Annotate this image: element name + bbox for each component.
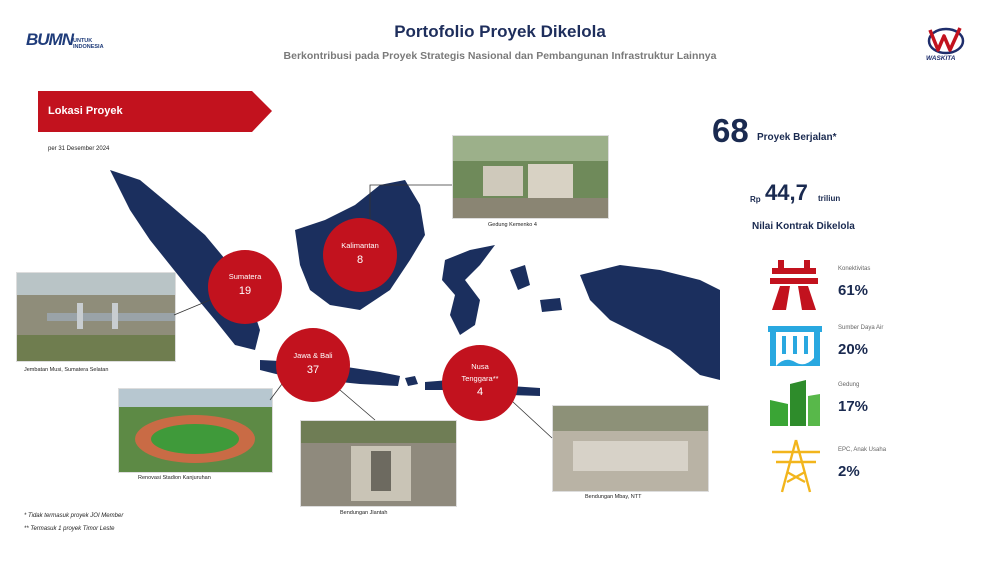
project-count-label: Proyek Berjalan* xyxy=(757,132,837,143)
page-subtitle: Berkontribusi pada Proyek Strategis Nasional dan Pembangunan Infrastruktur Lainnya xyxy=(283,50,717,62)
segment-pct-gedung: 17% xyxy=(838,398,869,415)
as-of-date: per 31 Desember 2024 xyxy=(48,146,110,152)
page-title: Portofolio Proyek Dikelola xyxy=(394,22,606,41)
region-count-sumatera: 19 xyxy=(238,285,252,297)
bumn-logo-tagline: UNTUK INDONESIA xyxy=(73,38,104,50)
contract-value-label: Nilai Kontrak Dikelola xyxy=(752,221,855,232)
segment-pct-sumber-daya-air: 20% xyxy=(838,341,869,358)
region-count-kalimantan: 8 xyxy=(356,254,364,266)
segment-pct-epc: 2% xyxy=(838,463,860,480)
region-name-sumatera: Sumatera xyxy=(228,272,262,281)
dam-icon xyxy=(768,322,822,368)
region-circle-sumatera xyxy=(208,250,282,324)
building-icon xyxy=(770,380,820,426)
caption-gedung-kemenko: Gedung Kemenko 4 xyxy=(488,222,537,228)
segment-label-konektivitas: Konektivitas xyxy=(838,266,871,272)
footnote-2: ** Termasuk 1 proyek Timor Leste xyxy=(24,526,115,532)
segment-label-gedung: Gedung xyxy=(838,382,860,388)
region-name-tenggara: Tenggara** xyxy=(461,374,499,383)
segment-label-sumber-daya-air: Sumber Daya Air xyxy=(838,325,884,331)
region-name-jawa-bali: Jawa & Bali xyxy=(293,351,333,360)
footnote-1: * Tidak termasuk proyek JOI Member xyxy=(24,513,124,519)
region-circle-kalimantan xyxy=(323,218,397,292)
project-count: 68 xyxy=(712,112,749,149)
contract-unit: triliun xyxy=(818,194,841,203)
currency-label: Rp xyxy=(750,195,761,204)
caption-bendungan-mbay: Bendungan Mbay, NTT xyxy=(585,494,642,500)
region-count-nusa-tenggara: 4 xyxy=(476,386,484,398)
region-name-nusa: Nusa xyxy=(471,362,489,371)
caption-stadion-kanjuruhan: Renovasi Stadion Kanjuruhan xyxy=(138,475,211,481)
highway-icon xyxy=(768,258,820,310)
location-banner-label: Lokasi Proyek xyxy=(48,105,123,117)
caption-jembatan-musi: Jembatan Musi, Sumatera Selatan xyxy=(24,367,109,373)
bumn-logo-mark: BUMN xyxy=(26,30,73,49)
region-name-kalimantan: Kalimantan xyxy=(341,241,379,250)
segment-pct-konektivitas: 61% xyxy=(838,282,869,299)
waskita-logo-text: WASKITA xyxy=(926,55,956,62)
region-circle-nusa-tenggara xyxy=(442,345,518,421)
region-count-jawa-bali: 37 xyxy=(306,364,320,376)
power-tower-icon xyxy=(768,438,824,494)
region-circle-jawa-bali xyxy=(276,328,350,402)
segment-label-epc: EPC, Anak Usaha xyxy=(838,447,887,453)
caption-bendungan-jlantah: Bendungan Jlantah xyxy=(340,510,388,516)
contract-value: 44,7 xyxy=(765,180,808,205)
